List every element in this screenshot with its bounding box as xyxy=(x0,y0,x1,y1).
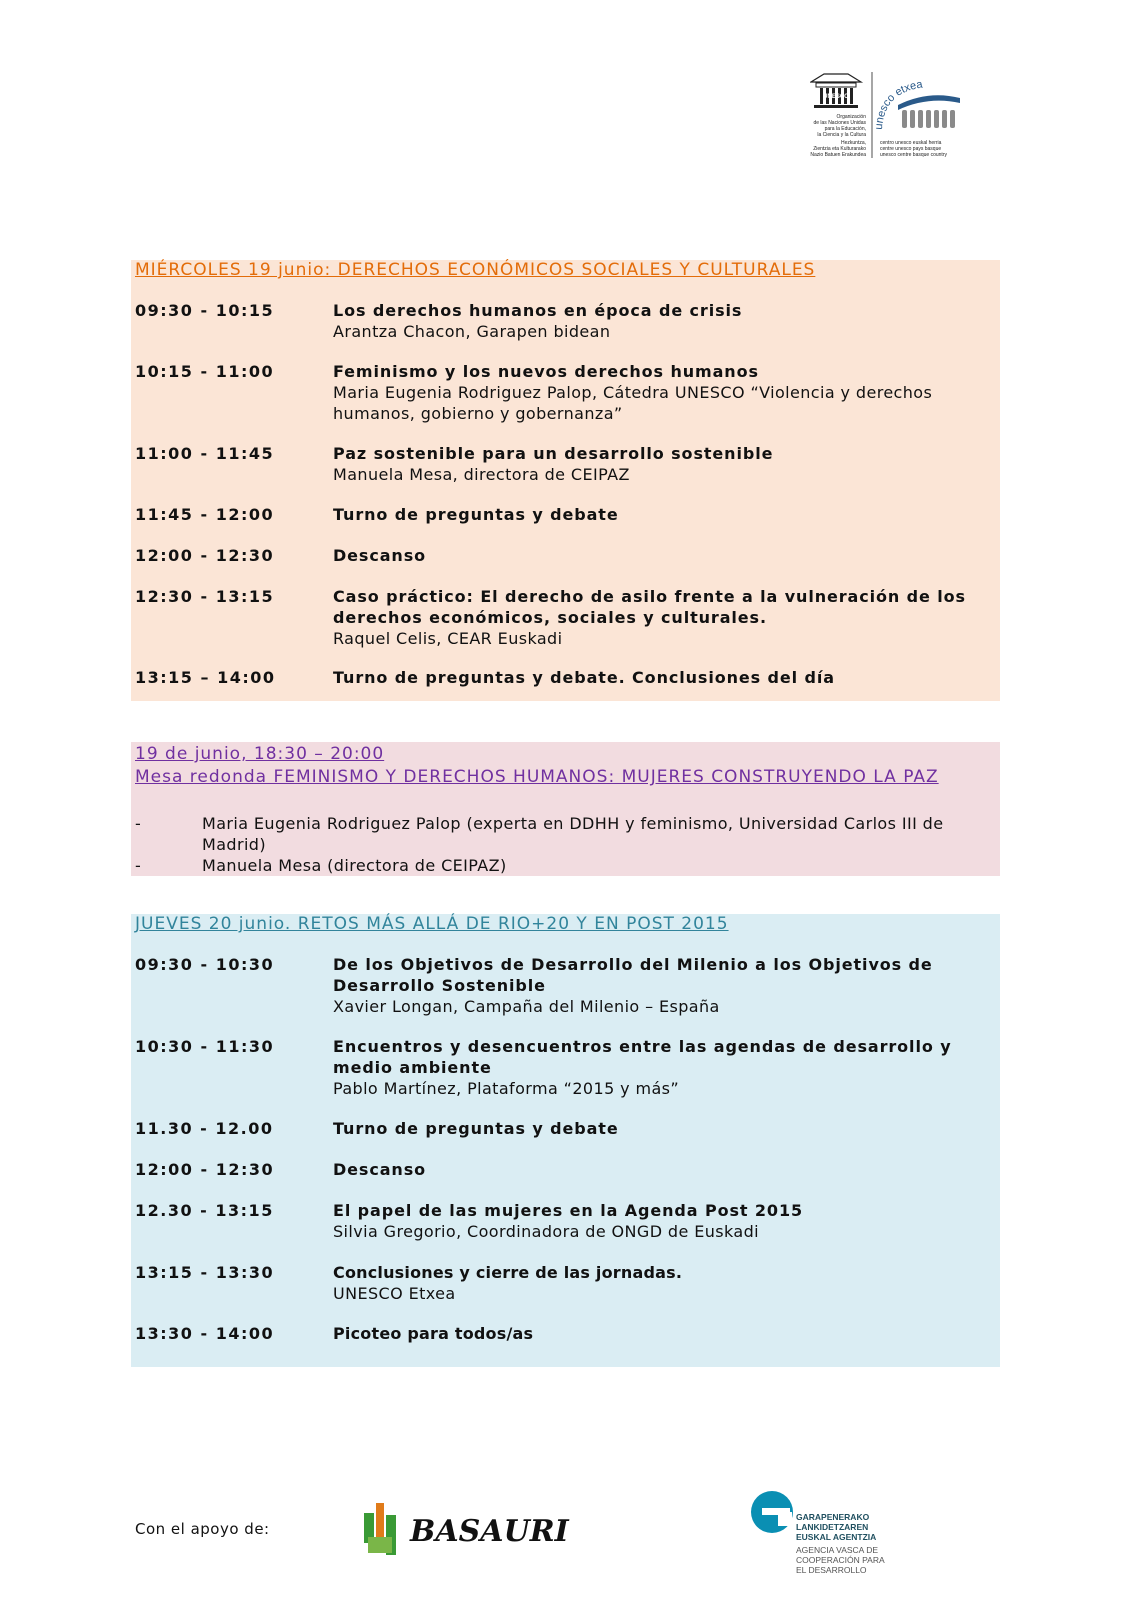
row-time: 11:00 - 11:45 xyxy=(135,444,275,463)
day1-heading: MIÉRCOLES 19 junio: DERECHOS ECONÓMICOS SOCIALES Y CULTURALES xyxy=(135,260,816,280)
row-title: Paz sostenible para un desarrollo sostenible xyxy=(333,444,774,463)
unesco-right-line: centro unesco euskal herria xyxy=(880,140,942,146)
roundtable-heading xyxy=(135,743,992,789)
unesco-left-line: la Ciencia y la Cultura xyxy=(817,132,866,138)
day2-heading: JUEVES 20 junio. RETOS MÁS ALLÁ DE RIO+20 Y EN POST 2015 xyxy=(135,914,729,934)
row-time: 13:15 – 14:00 xyxy=(135,668,276,687)
row-speaker: Maria Eugenia Rodriguez Palop, Cátedra UNESCO “Violencia y derechos humanos, gobierno y gobernanza” xyxy=(333,383,933,423)
garapen-agency-logo xyxy=(748,1490,898,1595)
row-title: Turno de preguntas y debate xyxy=(333,505,619,524)
row-title: Feminismo y los nuevos derechos humanos xyxy=(333,362,759,381)
row-time: 11.30 - 12.00 xyxy=(135,1119,274,1138)
agency-line: EL DESARROLLO xyxy=(796,1565,867,1575)
support-label: Con el apoyo de: xyxy=(135,1520,270,1538)
row-time: 11:45 - 12:00 xyxy=(135,505,275,524)
row-time: 10:30 - 11:30 xyxy=(135,1037,275,1056)
row-title: El papel de las mujeres en la Agenda Post 2015 xyxy=(333,1201,804,1220)
row-time: 13:15 - 13:30 xyxy=(135,1263,275,1282)
row-title: Turno de preguntas y debate xyxy=(333,1119,619,1138)
unesco-left-line: Hezkuntza, xyxy=(840,140,866,146)
roundtable-date: 19 de junio, 18:30 – 20:00 xyxy=(135,744,385,764)
row-time: 12.30 - 13:15 xyxy=(135,1201,274,1220)
day2-section xyxy=(131,914,1000,1367)
row-speaker: Manuela Mesa, directora de CEIPAZ xyxy=(333,465,630,484)
unesco-right-line: unesco centre basque country xyxy=(880,152,947,158)
row-speaker: Raquel Celis, CEAR Euskadi xyxy=(333,629,563,648)
row-title: Conclusiones y cierre de las jornadas. xyxy=(333,1263,683,1282)
unesco-etxea-arches-icon xyxy=(898,95,960,128)
unesco-left-line: para la Educación, xyxy=(824,126,866,132)
unesco-left-line: Nazio Batuen Erakundea xyxy=(810,152,866,158)
agency-line: COOPERACIÓN PARA xyxy=(796,1555,885,1565)
bullet-text: Manuela Mesa (directora de CEIPAZ) xyxy=(202,856,507,875)
row-speaker: Xavier Longan, Campaña del Milenio – España xyxy=(333,997,720,1016)
row-title: Picoteo para todos/as xyxy=(333,1324,534,1343)
agency-line: EUSKAL AGENTZIA xyxy=(796,1532,877,1542)
basauri-emblem-icon xyxy=(364,1503,396,1555)
row-title: Descanso xyxy=(333,1160,427,1179)
row-time: 10:15 - 11:00 xyxy=(135,362,275,381)
row-title: Turno de preguntas y debate. Conclusiones del día xyxy=(333,668,835,687)
row-time: 09:30 - 10:30 xyxy=(135,955,275,974)
unesco-left-line: Zientzia eta Kulturarako xyxy=(813,146,866,152)
agency-e-icon xyxy=(751,1491,793,1533)
row-speaker: Silvia Gregorio, Coordinadora de ONGD de Euskadi xyxy=(333,1222,759,1241)
row-title: Caso práctico: El derecho de asilo frente a la vulneración de los derechos económicos, sociales y culturales. xyxy=(333,587,966,627)
basauri-wordmark: BASAURI xyxy=(410,1514,569,1549)
row-time: 13:30 - 14:00 xyxy=(135,1324,275,1343)
row-speaker: Arantza Chacon, Garapen bidean xyxy=(333,322,611,341)
agency-line: AGENCIA VASCA DE xyxy=(796,1545,879,1555)
unesco-etxea-logo xyxy=(810,70,1010,170)
agency-line: GARAPENERAKO xyxy=(796,1512,870,1522)
row-title: Descanso xyxy=(333,546,427,565)
row-time: 09:30 - 10:15 xyxy=(135,301,275,320)
row-speaker: UNESCO Etxea xyxy=(333,1284,456,1303)
unesco-left-line: Organización xyxy=(836,114,866,120)
row-time: 12:00 - 12:30 xyxy=(135,1160,275,1179)
basauri-logo xyxy=(362,1497,612,1567)
row-title: Encuentros y desencuentros entre las agendas de desarrollo y medio ambiente xyxy=(333,1037,952,1077)
row-title: De los Objetivos de Desarrollo del Milenio a los Objetivos de Desarrollo Sostenible xyxy=(333,955,933,995)
roundtable-title: Mesa redonda FEMINISMO Y DERECHOS HUMANOS: MUJERES CONSTRUYENDO LA PAZ xyxy=(135,767,939,787)
roundtable-section: 19 de junio, 18:30 – 20:00 Mesa redonda FEMINISMO Y DERECHOS HUMANOS: MUJERES CONSTRUYENDO LA PAZ - Maria Eugenia Rodriguez Palop (experta en DDHH y feminismo, Universidad Carlos III de Madrid) - Manuela Mesa (directora de CEIPAZ) xyxy=(131,742,1000,876)
day1-section xyxy=(131,260,1000,701)
row-time: 12:00 - 12:30 xyxy=(135,546,275,565)
unesco-word: UNESCO xyxy=(823,94,849,100)
agency-line: LANKIDETZAREN xyxy=(796,1522,869,1532)
unesco-etxea-arc: unesco etxea xyxy=(872,78,924,131)
unesco-temple-icon xyxy=(811,74,861,108)
unesco-left-line: de las Naciones Unidas xyxy=(813,120,866,126)
row-speaker: Pablo Martínez, Plataforma “2015 y más” xyxy=(333,1079,680,1098)
bullet-text: Maria Eugenia Rodriguez Palop (experta en DDHH y feminismo, Universidad Carlos III de Madrid) xyxy=(202,814,944,854)
row-time: 12:30 - 13:15 xyxy=(135,587,275,606)
row-title: Los derechos humanos en época de crisis xyxy=(333,301,743,320)
unesco-right-line: centre unesco pays basque xyxy=(880,146,942,152)
